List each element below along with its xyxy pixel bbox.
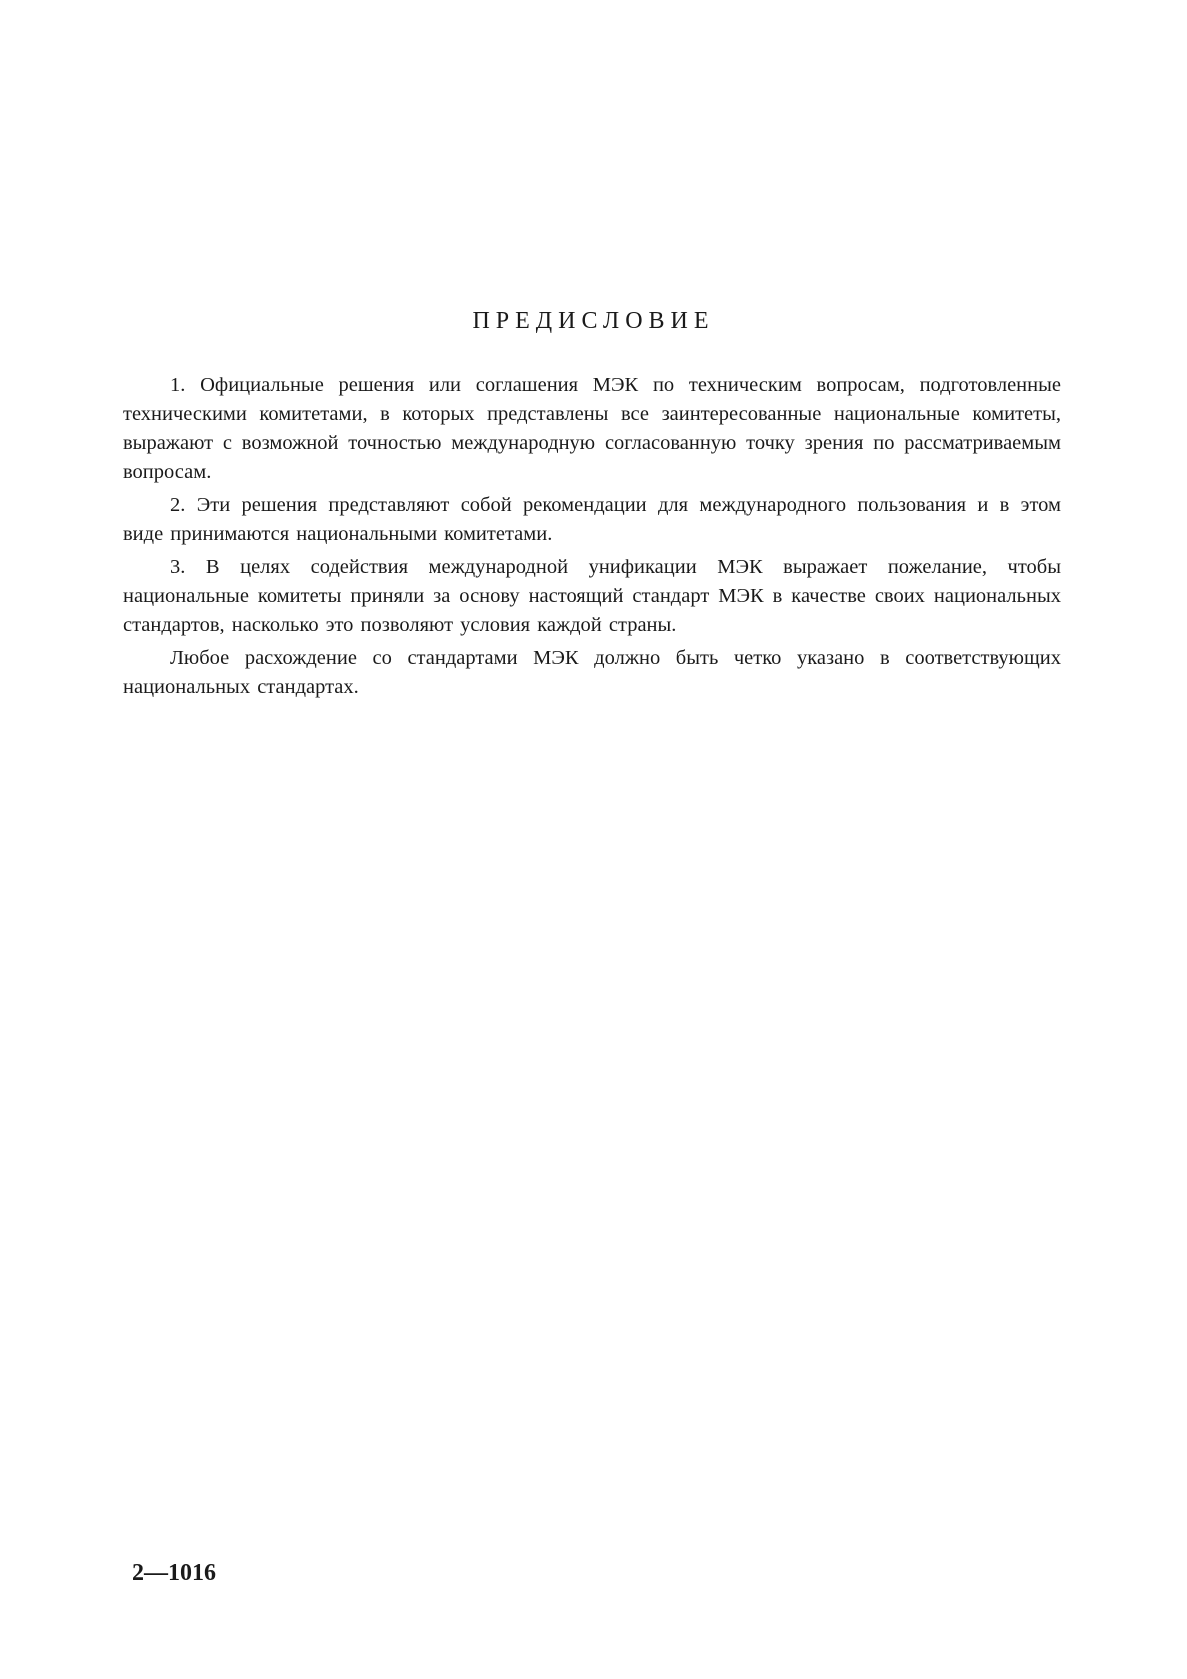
paragraph-4: Любое расхождение со стандартами МЭК должно быть четко указано в соответствующих национальных стандартах. [123, 647, 1061, 698]
paragraph-3: 3. В целях содействия международной унификации МЭК выражает пожелание, чтобы национальные комитеты приняли за основу настоящий стандарт МЭК в качестве своих национальных стандартов, насколько это позволяют условия каждой страны. [123, 556, 1061, 636]
paragraph-1: 1. Официальные решения или соглашения МЭК по техническим вопросам, подготовленные техническими комитетами, в которых представлены все заинтересованные национальные комитеты, выражают с возможной точностью международную согласованную точку зрения по рассматриваемым вопросам. [123, 374, 1061, 483]
paragraph-2: 2. Эти решения представляют собой рекомендации для международного пользования и в этом виде принимаются национальными комитетами. [123, 494, 1061, 545]
page-title: ПРЕДИСЛОВИЕ [472, 308, 715, 334]
page-number: 2—1016 [132, 1560, 216, 1586]
preface-body [123, 371, 1061, 702]
